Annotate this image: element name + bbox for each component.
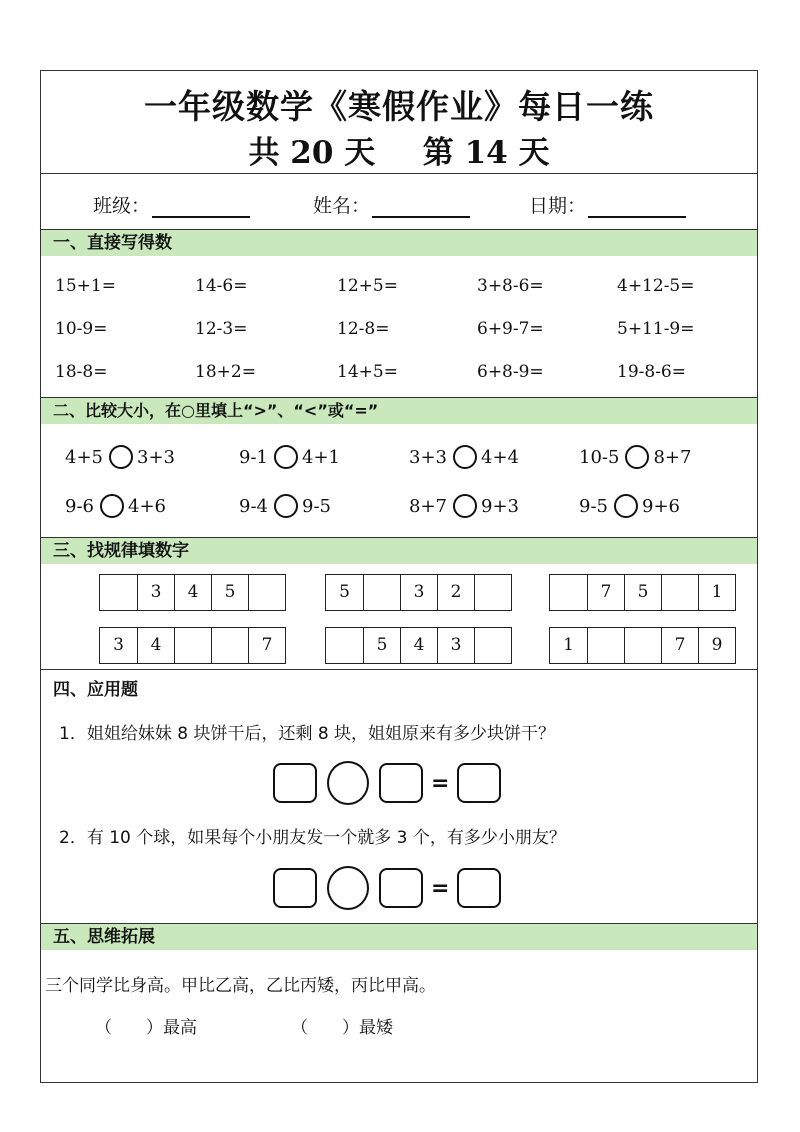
right-expression: 9+3 [481,495,519,517]
sequence-cell: 9 [698,628,735,663]
section-header: 五、思维拓展 [41,924,757,950]
day-counter [41,127,757,172]
calc-problem[interactable]: 12+5= [337,276,398,296]
calc-problem[interactable]: 19-8-6= [617,362,686,382]
sequence-blank-cell[interactable] [326,628,363,663]
sequence-cell: 4 [137,628,174,663]
result-box[interactable] [457,868,501,908]
answer-box[interactable] [379,763,423,803]
sequence-cell: 7 [661,628,698,663]
compare-item [579,445,691,469]
sequence-cell: 3 [400,575,437,610]
sequence-blank-cell[interactable] [211,628,248,663]
left-expression: 9-4 [239,495,268,517]
worksheet [40,70,758,1083]
date-field[interactable] [529,191,686,218]
number-sequence [325,574,512,611]
sequence-cell: 7 [248,628,285,663]
sequence-cell: 5 [624,575,661,610]
left-expression: 9-5 [579,495,608,517]
total-days: 共 20 天 [248,135,376,171]
sequence-blank-cell[interactable] [100,575,137,610]
sequence-cell: 1 [563,635,574,655]
compare-circle[interactable] [453,494,477,518]
compare-circle[interactable] [109,445,133,469]
calc-problem[interactable]: 5+11-9= [617,319,695,339]
class-blank[interactable] [152,198,250,218]
sequence-cell: 2 [437,575,474,610]
compare-item [409,494,519,518]
word-problem-1: 1．姐姐给妹妹 8 块饼干后，还剩 8 块，姐姐原来有多少块饼干？ [59,724,556,744]
left-expression: 8+7 [409,495,447,517]
left-expression: 3+3 [409,446,447,468]
sequence-cell: 1 [698,575,735,610]
calc-problem[interactable]: 4+12-5= [617,276,695,296]
sequence-cell: 3 [137,575,174,610]
sequence-cell: 7 [587,575,624,610]
right-expression: 9+6 [642,495,680,517]
right-expression: 4+1 [302,446,340,468]
compare-circle[interactable] [625,445,649,469]
tallest-blank[interactable]: （ ）最高 [95,1018,197,1038]
compare-item [409,445,519,469]
sequence-blank-cell[interactable] [474,575,511,610]
left-expression: 9-1 [239,446,268,468]
right-expression: 4+4 [481,446,519,468]
sequence-cell: 5 [211,575,248,610]
section-header: 二、比较大小，在○里填上“>”、“<”或“=” [41,398,757,424]
sequence-blank-cell[interactable] [624,628,661,663]
left-expression: 10-5 [579,446,620,468]
sequence-cell: 4 [400,628,437,663]
right-expression: 4+6 [128,495,166,517]
sequence-blank-cell[interactable] [474,628,511,663]
calc-problem[interactable]: 12-8= [337,319,390,339]
compare-item [239,445,340,469]
sequence-blank-cell[interactable] [174,628,211,663]
right-expression: 3+3 [137,446,175,468]
date-blank[interactable] [588,198,686,218]
sequence-cell: 3 [113,635,124,655]
calc-problem[interactable]: 12-3= [195,319,248,339]
calc-problem[interactable]: 14+5= [337,362,398,382]
class-field[interactable] [93,191,250,218]
sequence-cell: 3 [437,628,474,663]
name-blank[interactable] [372,198,470,218]
calc-problem[interactable]: 18-8= [55,362,108,382]
sequence-blank-cell[interactable] [661,575,698,610]
divider [41,669,757,670]
section-header: 一、直接写得数 [41,230,757,256]
answer-equation-1 [273,761,501,805]
operator-circle[interactable] [327,761,369,805]
compare-circle[interactable] [274,445,298,469]
class-label: 班级： [93,195,151,217]
section-header: 三、找规律填数字 [41,538,757,564]
calc-problem[interactable]: 14-6= [195,276,248,296]
result-box[interactable] [457,763,501,803]
number-sequence [549,574,736,611]
calc-problem[interactable]: 6+8-9= [477,362,544,382]
number-sequence [99,574,286,611]
calc-problem[interactable]: 6+9-7= [477,319,544,339]
compare-circle[interactable] [453,445,477,469]
worksheet-title: 一年级数学《寒假作业》每日一练 [144,87,654,126]
answer-box[interactable] [379,868,423,908]
equals-sign: = [431,770,450,796]
sequence-blank-cell[interactable] [248,575,285,610]
number-sequence [99,627,286,664]
thinking-statement: 三个同学比身高。甲比乙高，乙比丙矮，丙比甲高。 [45,976,436,996]
number-sequence [549,627,736,664]
sequence-blank-cell[interactable] [587,628,624,663]
number-sequence [325,627,512,664]
answer-box[interactable] [273,868,317,908]
right-expression: 8+7 [653,446,692,468]
sequence-cell: 4 [174,575,211,610]
date-label: 日期： [529,195,587,217]
answer-equation-2 [273,866,501,910]
sequence-cell: 5 [363,628,400,663]
compare-circle[interactable] [274,494,298,518]
compare-circle[interactable] [100,494,124,518]
sequence-blank-cell[interactable] [363,575,400,610]
left-expression: 9-6 [65,495,94,517]
equals-sign: = [431,875,450,901]
compare-item [239,494,331,518]
compare-item [65,494,166,518]
sequence-cell: 5 [339,582,350,602]
left-expression: 4+5 [65,446,103,468]
name-label: 姓名： [313,195,371,217]
calc-problem[interactable]: 3+8-6= [477,276,544,296]
calc-problem[interactable]: 10-9= [55,319,108,339]
calc-problem[interactable]: 15+1= [55,276,116,296]
current-day: 第 14 天 [422,135,550,171]
word-problem-2: 2．有 10 个球，如果每个小朋友发一个就多 3 个，有多少小朋友？ [59,828,566,848]
shortest-blank[interactable]: （ ）最矮 [291,1018,393,1038]
answer-box[interactable] [273,763,317,803]
compare-circle[interactable] [614,494,638,518]
sequence-blank-cell[interactable] [550,575,587,610]
section-header: 四、应用题 [53,680,138,700]
divider [41,173,757,174]
name-field[interactable] [313,191,470,218]
calc-problem[interactable]: 18+2= [195,362,256,382]
right-expression: 9-5 [302,495,331,517]
compare-item [579,494,680,518]
operator-circle[interactable] [327,866,369,910]
compare-item [65,445,175,469]
